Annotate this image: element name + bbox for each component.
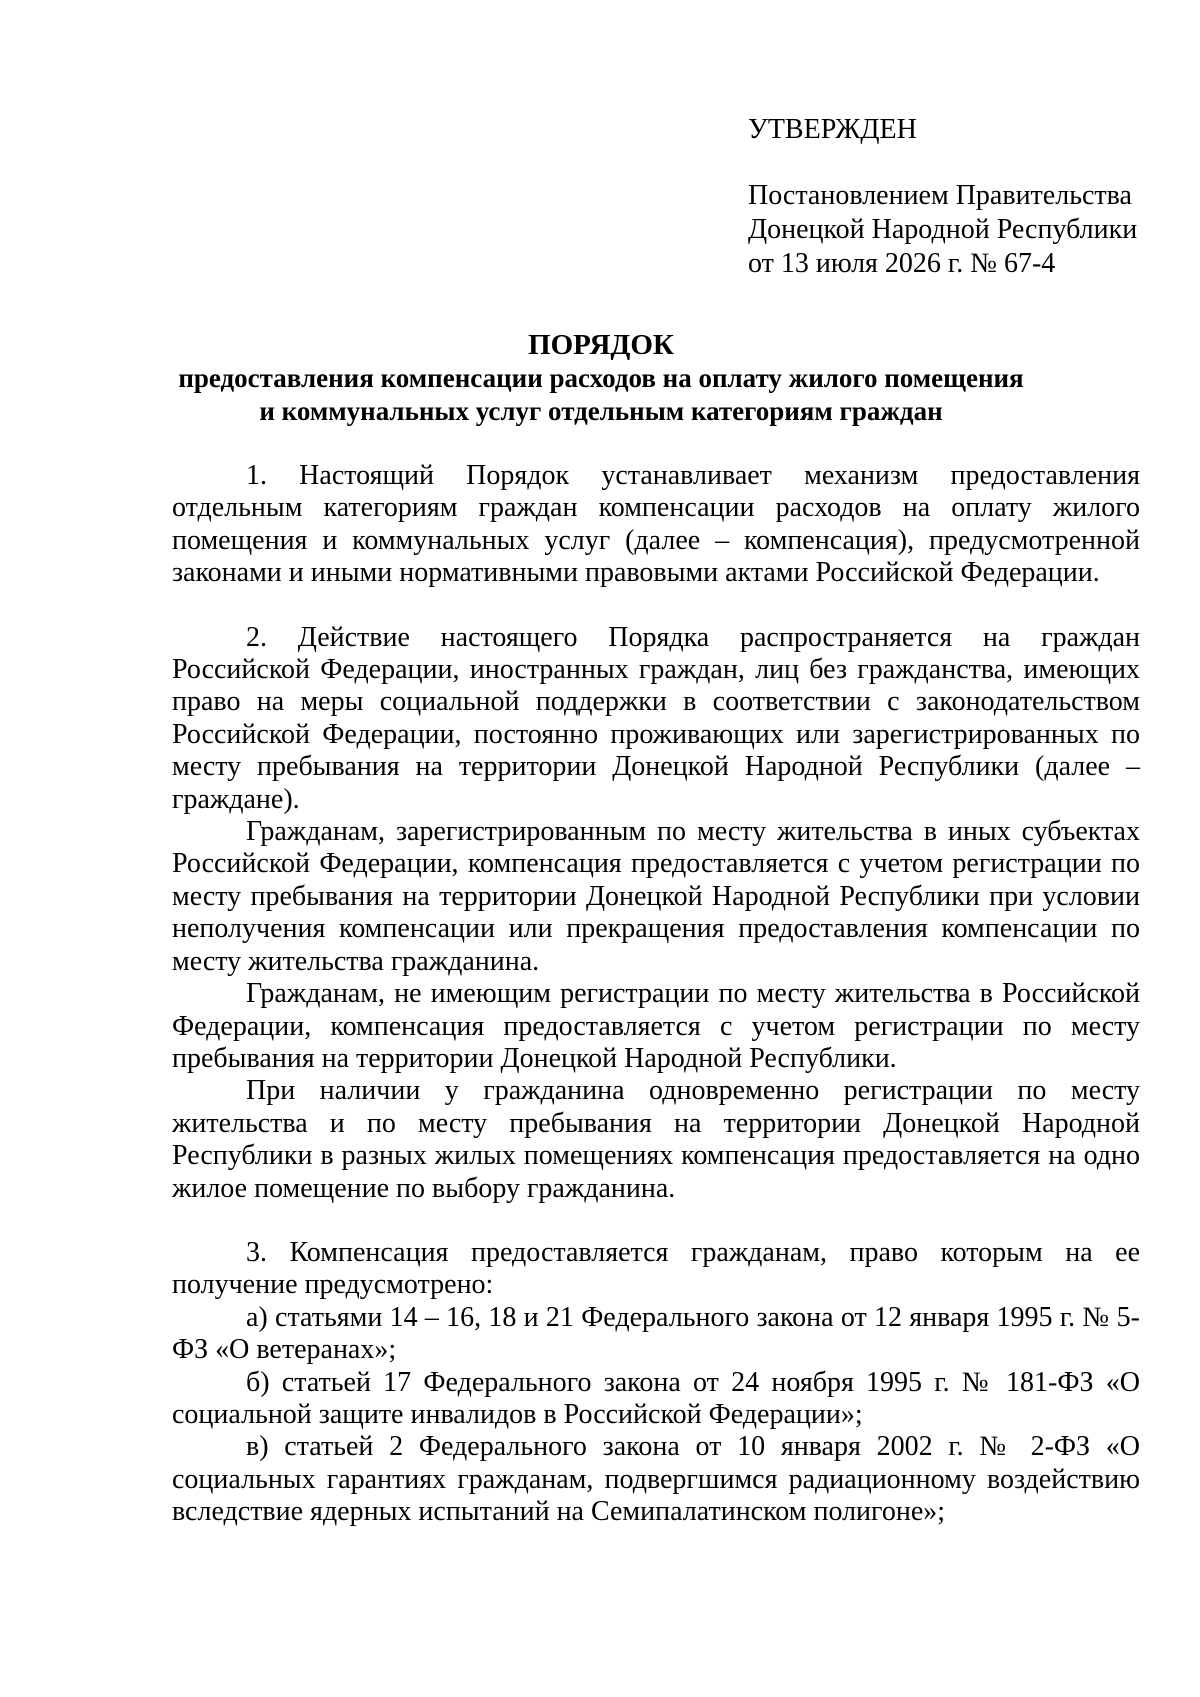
paragraph-3: 3. Компенсация предоставляется гражданам, право которым на ее получение предусмотрено:: [172, 1236, 1140, 1301]
paragraph-2-dual-registration: При наличии у гражданина одновременно регистрации по месту жительства и по месту пребывания на территории Донецкой Народной Республики в разных жилых помещениях компенсация предоставляется на одно жилое помещение по выбору гражданина.: [172, 1075, 1140, 1204]
paragraph-1: 1. Настоящий Порядок устанавливает механизм предоставления отдельным категориям граждан компенсации расходов на оплату жилого помещения и коммунальных услуг (далее – компенсация), предусмотренной законами и иными нормативными правовыми актами Российской Федерации.: [172, 460, 1140, 589]
paragraph-2-no-registration: Гражданам, не имеющим регистрации по месту жительства в Российской Федерации, компенсация предоставляется с учетом регистрации по месту пребывания на территории Донецкой Народной Республики.: [172, 978, 1140, 1074]
paragraph-3-item-b: б) статьей 17 Федерального закона от 24 ноября 1995 г. № 181-ФЗ «О социальной защите инвалидов в Российской Федерации»;: [172, 1366, 1140, 1430]
paragraph-3-item-a: а) статьями 14 – 16, 18 и 21 Федерального закона от 12 января 1995 г. № 5-ФЗ «О ветеранах»;: [172, 1301, 1140, 1366]
paragraph-2-registration: Гражданам, зарегистрированным по месту жительства в иных субъектах Российской Федерации, компенсация предоставляется с учетом регистрации по месту пребывания на территории Донецкой Народной Республики при условии неполучения компенсации или прекращения предоставления компенсации по месту жительства гражданина.: [172, 816, 1140, 977]
paragraph-3-item-v: в) статьей 2 Федерального закона от 10 января 2002 г. № 2-ФЗ «О социальных гарантиях гражданам, подвергшимся радиационному воздействию вследствие ядерных испытаний на Семипалатинском полигоне»;: [172, 1431, 1140, 1528]
approval-line: Донецкой Народной Республики: [748, 214, 1138, 245]
document-subtitle-line: предоставления компенсации расходов на оплату жилого помещения: [178, 363, 1024, 393]
paragraph-2: 2. Действие настоящего Порядка распространяется на граждан Российской Федерации, иностранных граждан, лиц без гражданства, имеющих право на меры социальной поддержки в соответствии с законодательством Российской Федерации, постоянно проживающих или зарегистрированных по месту пребывания на территории Донецкой Народной Республики (далее – граждане).: [172, 621, 1140, 815]
document-heading: [172, 328, 1030, 428]
document-body: [172, 460, 1140, 1529]
document-title: ПОРЯДОК: [528, 329, 674, 361]
approval-stamp: УТВЕРЖДЕН: [748, 114, 917, 145]
document-subtitle-line: и коммунальных услуг отдельным категориям граждан: [259, 396, 943, 426]
approval-line: от 13 июля 2026 г. № 67-4: [748, 248, 1056, 279]
approval-line: Постановлением Правительства: [748, 180, 1132, 211]
approval-block: [748, 113, 1168, 281]
